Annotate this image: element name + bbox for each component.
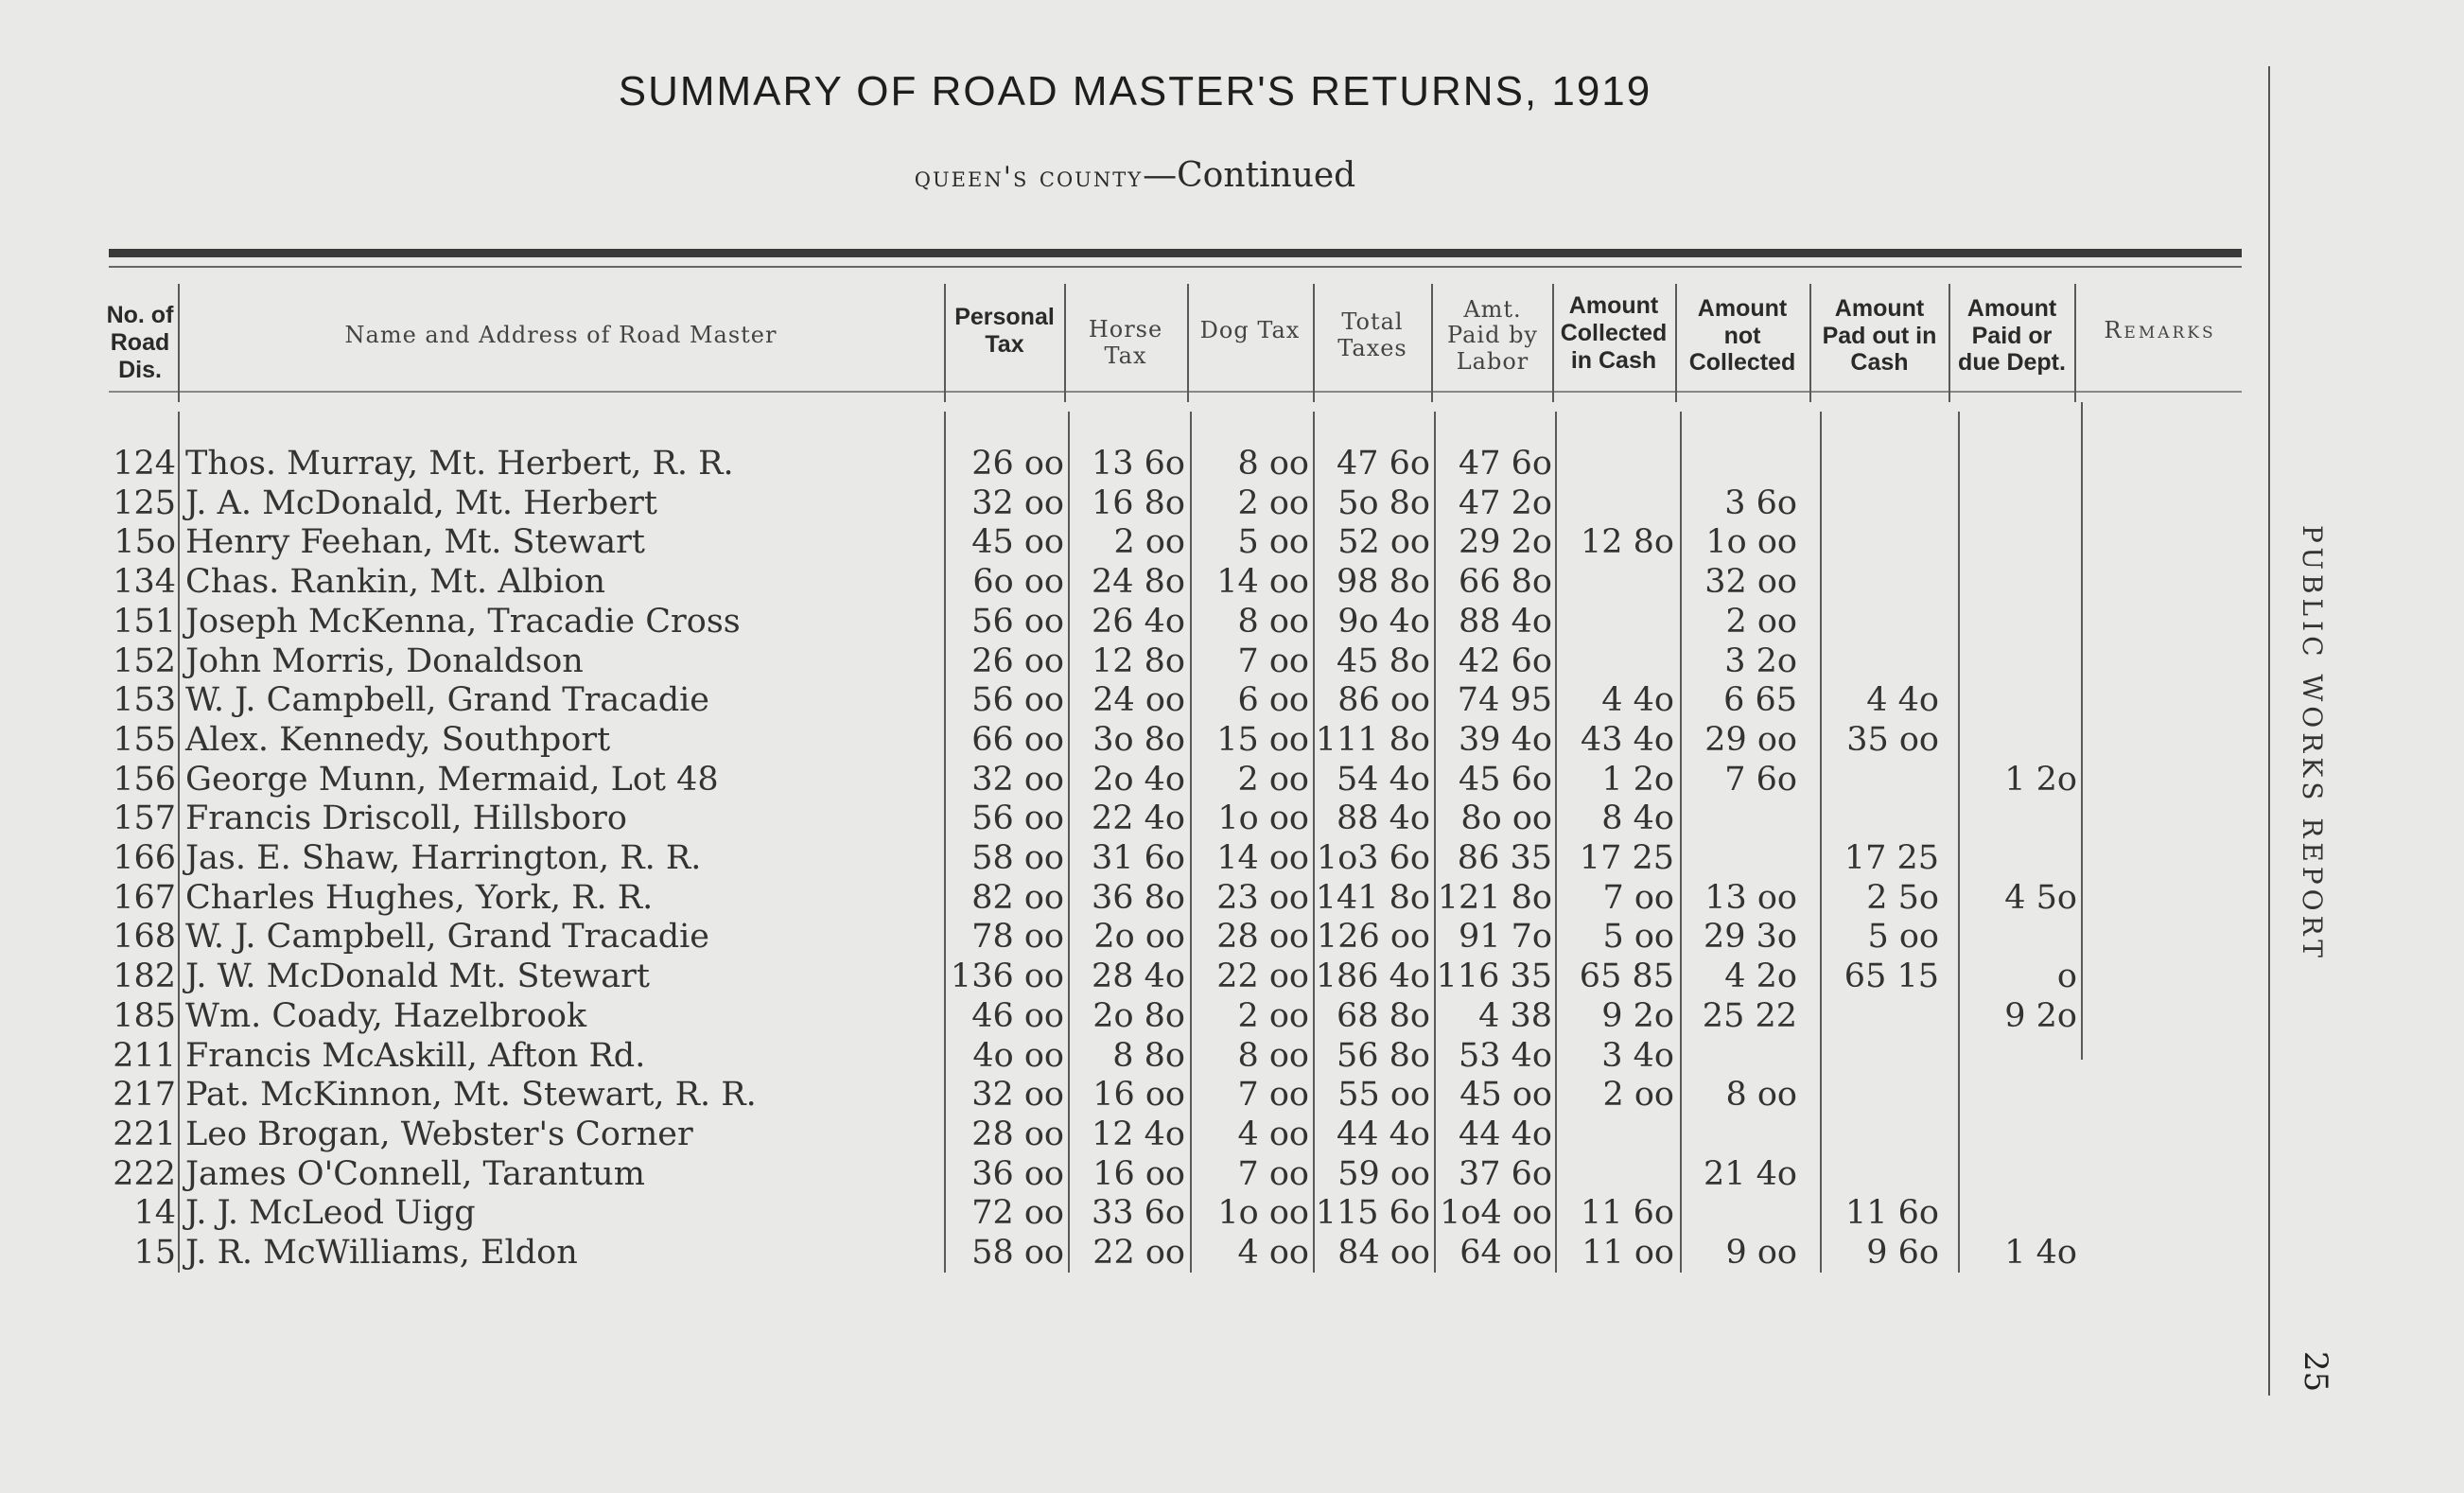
- not-collected-cell: 9 oo: [1725, 1234, 1797, 1272]
- header-paid-by-labor: Amt. Paid by Labor: [1447, 295, 1538, 375]
- horse-tax-cell: 2o 4o: [1092, 760, 1185, 799]
- table-row: [0, 997, 2464, 1036]
- table-row: [0, 918, 2464, 957]
- road-dis-cell: 217: [113, 1076, 176, 1115]
- total-taxes-cell: 1o3 6o: [1316, 839, 1430, 877]
- road-master-cell: Thos. Murray, Mt. Herbert, R. R.: [185, 445, 734, 483]
- table-row: [0, 799, 2464, 838]
- col-divider: [1313, 284, 1315, 402]
- personal-tax-cell: 32 oo: [971, 483, 1064, 522]
- paid-out-cash-cell: 17 25: [1844, 839, 1939, 877]
- paid-by-labor-cell: 66 8o: [1458, 563, 1552, 602]
- paid-by-labor-cell: 121 8o: [1437, 878, 1552, 917]
- road-dis-cell: 157: [113, 799, 176, 838]
- road-master-cell: J. R. McWilliams, Eldon: [185, 1234, 578, 1272]
- road-dis-cell: 151: [113, 602, 176, 641]
- road-master-cell: Francis McAskill, Afton Rd.: [185, 1036, 646, 1075]
- header-dog-tax: Dog Tax: [1199, 317, 1301, 344]
- personal-tax-cell: 56 oo: [971, 799, 1064, 838]
- road-dis-cell: 15o: [114, 523, 176, 562]
- personal-tax-cell: 6o oo: [972, 563, 1064, 602]
- paid-out-cash-cell: 5 oo: [1867, 918, 1939, 957]
- page-subtitle: [284, 156, 1986, 195]
- dog-tax-cell: 15 oo: [1216, 720, 1309, 759]
- not-collected-cell: 2 oo: [1725, 602, 1797, 641]
- not-collected-cell: 21 4o: [1703, 1154, 1797, 1193]
- paid-by-labor-cell: 88 4o: [1458, 602, 1552, 641]
- road-dis-cell: 156: [113, 760, 176, 799]
- total-taxes-cell: 68 8o: [1336, 996, 1430, 1035]
- road-master-cell: James O'Connell, Tarantum: [185, 1154, 645, 1193]
- paid-out-cash-cell: 11 6o: [1844, 1194, 1939, 1233]
- paid-due-dept-cell: 9 2o: [2004, 996, 2077, 1035]
- dog-tax-cell: 14 oo: [1216, 563, 1309, 602]
- road-master-cell: Joseph McKenna, Tracadie Cross: [185, 602, 741, 641]
- road-master-cell: George Munn, Mermaid, Lot 48: [185, 760, 719, 799]
- total-taxes-cell: 111 8o: [1315, 720, 1430, 759]
- table-row: [0, 761, 2464, 799]
- total-taxes-cell: 115 6o: [1315, 1194, 1430, 1233]
- paid-by-labor-cell: 47 2o: [1458, 483, 1552, 522]
- horse-tax-cell: 8 8o: [1112, 1036, 1185, 1075]
- paid-by-labor-cell: 8o oo: [1460, 799, 1552, 838]
- paid-by-labor-cell: 44 4o: [1458, 1115, 1552, 1153]
- personal-tax-cell: 72 oo: [971, 1194, 1064, 1233]
- personal-tax-cell: 32 oo: [971, 760, 1064, 799]
- dog-tax-cell: 2 oo: [1237, 996, 1309, 1035]
- collected-cash-cell: 8 4o: [1601, 799, 1674, 838]
- road-master-cell: Chas. Rankin, Mt. Albion: [185, 563, 605, 602]
- personal-tax-cell: 26 oo: [971, 445, 1064, 483]
- dog-tax-cell: 28 oo: [1216, 918, 1309, 957]
- dog-tax-cell: 23 oo: [1216, 878, 1309, 917]
- header-horse-tax: Horse Tax: [1088, 315, 1163, 369]
- dog-tax-cell: 2 oo: [1237, 760, 1309, 799]
- total-taxes-cell: 44 4o: [1336, 1115, 1430, 1153]
- road-dis-cell: 155: [113, 720, 176, 759]
- collected-cash-cell: 43 4o: [1580, 720, 1674, 759]
- collected-cash-cell: 65 85: [1579, 957, 1674, 996]
- paid-by-labor-cell: 42 6o: [1458, 641, 1552, 680]
- personal-tax-cell: 28 oo: [971, 1115, 1064, 1153]
- dog-tax-cell: 7 oo: [1237, 641, 1309, 680]
- horse-tax-cell: 33 6o: [1091, 1194, 1185, 1233]
- road-master-cell: Wm. Coady, Hazelbrook: [185, 996, 587, 1035]
- col-divider: [1064, 284, 1066, 402]
- road-master-cell: Francis Driscoll, Hillsboro: [185, 799, 627, 838]
- collected-cash-cell: 11 6o: [1580, 1194, 1674, 1233]
- total-taxes-cell: 5o 8o: [1337, 483, 1430, 522]
- collected-cash-cell: 1 2o: [1601, 760, 1674, 799]
- not-collected-cell: 25 22: [1702, 996, 1797, 1035]
- road-dis-cell: 168: [113, 918, 176, 957]
- horse-tax-cell: 13 6o: [1091, 445, 1185, 483]
- total-taxes-cell: 98 8o: [1336, 563, 1430, 602]
- horse-tax-cell: 26 4o: [1091, 602, 1185, 641]
- header-personal-tax: Personal Tax: [954, 304, 1055, 358]
- table-row: [0, 1076, 2464, 1115]
- header-not-collected: Amount not Collected: [1688, 294, 1796, 377]
- header-name: Name and Address of Road Master: [344, 322, 778, 349]
- horse-tax-cell: 16 oo: [1092, 1154, 1185, 1193]
- table-row: [0, 957, 2464, 996]
- road-dis-cell: 134: [113, 563, 176, 602]
- paid-due-dept-cell: 1 2o: [2004, 760, 2077, 799]
- table-row: [0, 721, 2464, 760]
- dog-tax-cell: 4 oo: [1237, 1115, 1309, 1153]
- paid-by-labor-cell: 37 6o: [1458, 1154, 1552, 1193]
- collected-cash-cell: 7 oo: [1602, 878, 1674, 917]
- horse-tax-cell: 16 8o: [1091, 483, 1185, 522]
- not-collected-cell: 1o oo: [1705, 523, 1797, 562]
- road-master-cell: Alex. Kennedy, Southport: [185, 720, 611, 759]
- header-remarks: Remarks: [2104, 317, 2216, 344]
- paid-out-cash-cell: 2 5o: [1866, 878, 1939, 917]
- paid-out-cash-cell: 9 6o: [1866, 1234, 1939, 1272]
- horse-tax-cell: 2o 8o: [1092, 996, 1185, 1035]
- horse-tax-cell: 24 8o: [1091, 563, 1185, 602]
- road-dis-cell: 222: [113, 1154, 176, 1193]
- total-taxes-cell: 126 oo: [1316, 918, 1430, 957]
- road-master-cell: Pat. McKinnon, Mt. Stewart, R. R.: [185, 1076, 757, 1115]
- road-dis-cell: 182: [113, 957, 176, 996]
- paid-by-labor-cell: 4 38: [1478, 996, 1552, 1035]
- paid-by-labor-cell: 45 oo: [1459, 1076, 1552, 1115]
- collected-cash-cell: 11 oo: [1582, 1234, 1674, 1272]
- paid-by-labor-cell: 29 2o: [1458, 523, 1552, 562]
- not-collected-cell: 8 oo: [1725, 1076, 1797, 1115]
- collected-cash-cell: 3 4o: [1601, 1036, 1674, 1075]
- dog-tax-cell: 4 oo: [1237, 1234, 1309, 1272]
- paid-by-labor-cell: 1o4 oo: [1440, 1194, 1552, 1233]
- horse-tax-cell: 2o oo: [1093, 918, 1185, 957]
- col-divider: [1948, 284, 1950, 402]
- continued-label: —Continued: [1143, 156, 1356, 195]
- paid-out-cash-cell: 4 4o: [1866, 681, 1939, 720]
- table-row: [0, 1194, 2464, 1233]
- horse-tax-cell: 3o 8o: [1092, 720, 1185, 759]
- not-collected-cell: 6 65: [1723, 681, 1797, 720]
- road-dis-cell: 125: [113, 483, 176, 522]
- table-row: [0, 839, 2464, 878]
- personal-tax-cell: 4o oo: [972, 1036, 1064, 1075]
- collected-cash-cell: 5 oo: [1602, 918, 1674, 957]
- not-collected-cell: 13 oo: [1704, 878, 1797, 917]
- road-master-cell: Leo Brogan, Webster's Corner: [185, 1115, 693, 1153]
- table-row: [0, 1037, 2464, 1076]
- road-dis-cell: 152: [113, 641, 176, 680]
- table-row: [0, 1234, 2464, 1273]
- paid-out-cash-cell: 65 15: [1844, 957, 1939, 996]
- paid-by-labor-cell: 64 oo: [1459, 1234, 1552, 1272]
- total-taxes-cell: 9o 4o: [1337, 602, 1430, 641]
- not-collected-cell: 4 2o: [1724, 957, 1797, 996]
- road-dis-cell: 15: [133, 1234, 176, 1272]
- paid-by-labor-cell: 86 35: [1457, 839, 1552, 877]
- road-dis-cell: 166: [113, 839, 176, 877]
- road-dis-cell: 221: [113, 1115, 176, 1153]
- total-taxes-cell: 55 oo: [1337, 1076, 1430, 1115]
- paid-out-cash-cell: 35 oo: [1846, 720, 1939, 759]
- personal-tax-cell: 56 oo: [971, 602, 1064, 641]
- total-taxes-cell: 84 oo: [1337, 1234, 1430, 1272]
- road-dis-cell: 153: [113, 681, 176, 720]
- paid-by-labor-cell: 91 7o: [1458, 918, 1552, 957]
- dog-tax-cell: 22 oo: [1216, 957, 1309, 996]
- paid-by-labor-cell: 53 4o: [1458, 1036, 1552, 1075]
- road-dis-cell: 185: [113, 996, 176, 1035]
- road-dis-cell: 14: [133, 1194, 176, 1233]
- road-master-cell: W. J. Campbell, Grand Tracadie: [185, 681, 710, 720]
- road-dis-cell: 167: [113, 878, 176, 917]
- total-taxes-cell: 186 4o: [1315, 957, 1430, 996]
- dog-tax-cell: 6 oo: [1237, 681, 1309, 720]
- horse-tax-cell: 22 4o: [1091, 799, 1185, 838]
- county-label: queen's county: [914, 161, 1144, 194]
- dog-tax-cell: 8 oo: [1237, 445, 1309, 483]
- collected-cash-cell: 17 25: [1579, 839, 1674, 877]
- collected-cash-cell: 12 8o: [1580, 523, 1674, 562]
- table-row: [0, 484, 2464, 523]
- road-master-cell: W. J. Campbell, Grand Tracadie: [185, 918, 710, 957]
- paid-by-labor-cell: 45 6o: [1458, 760, 1552, 799]
- total-taxes-cell: 86 oo: [1337, 681, 1430, 720]
- dog-tax-cell: 2 oo: [1237, 483, 1309, 522]
- not-collected-cell: 3 6o: [1724, 483, 1797, 522]
- table-row: [0, 1115, 2464, 1154]
- col-divider: [2074, 284, 2076, 402]
- horse-tax-cell: 24 oo: [1092, 681, 1185, 720]
- collected-cash-cell: 2 oo: [1602, 1076, 1674, 1115]
- road-master-cell: Henry Feehan, Mt. Stewart: [185, 523, 645, 562]
- table-row: [0, 563, 2464, 602]
- top-double-rule: [109, 249, 2242, 257]
- personal-tax-cell: 58 oo: [971, 1234, 1064, 1272]
- not-collected-cell: 32 oo: [1704, 563, 1797, 602]
- total-taxes-cell: 52 oo: [1337, 523, 1430, 562]
- header-total-taxes: Total Taxes: [1337, 308, 1407, 361]
- col-divider: [1675, 284, 1677, 402]
- side-rule: [2268, 66, 2270, 1396]
- paid-due-dept-cell: 1 4o: [2004, 1234, 2077, 1272]
- dog-tax-cell: 1o oo: [1217, 799, 1309, 838]
- horse-tax-cell: 16 oo: [1092, 1076, 1185, 1115]
- personal-tax-cell: 46 oo: [971, 996, 1064, 1035]
- col-divider: [1809, 284, 1811, 402]
- paid-due-dept-cell: 4 5o: [2004, 878, 2077, 917]
- horse-tax-cell: 28 4o: [1091, 957, 1185, 996]
- horse-tax-cell: 12 4o: [1091, 1115, 1185, 1153]
- table-row: [0, 681, 2464, 720]
- dog-tax-cell: 5 oo: [1237, 523, 1309, 562]
- dog-tax-cell: 8 oo: [1237, 602, 1309, 641]
- horse-tax-cell: 22 oo: [1092, 1234, 1185, 1272]
- not-collected-cell: 7 6o: [1724, 760, 1797, 799]
- dog-tax-cell: 8 oo: [1237, 1036, 1309, 1075]
- personal-tax-cell: 78 oo: [971, 918, 1064, 957]
- col-divider: [1431, 284, 1433, 402]
- personal-tax-cell: 32 oo: [971, 1076, 1064, 1115]
- paid-by-labor-cell: 47 6o: [1458, 445, 1552, 483]
- total-taxes-cell: 54 4o: [1336, 760, 1430, 799]
- personal-tax-cell: 136 oo: [950, 957, 1064, 996]
- not-collected-cell: 29 oo: [1704, 720, 1797, 759]
- dog-tax-cell: 14 oo: [1216, 839, 1309, 877]
- personal-tax-cell: 56 oo: [971, 681, 1064, 720]
- col-divider: [178, 284, 180, 402]
- total-taxes-cell: 45 8o: [1336, 641, 1430, 680]
- not-collected-cell: 3 2o: [1724, 641, 1797, 680]
- paid-by-labor-cell: 74 95: [1457, 681, 1552, 720]
- not-collected-cell: 29 3o: [1703, 918, 1797, 957]
- road-master-cell: J. W. McDonald Mt. Stewart: [185, 957, 650, 996]
- road-dis-cell: 211: [113, 1036, 176, 1075]
- running-header: PUBLIC WORKS REPORT: [2297, 525, 2328, 962]
- col-divider: [1187, 284, 1189, 402]
- road-master-cell: J. A. McDonald, Mt. Herbert: [185, 483, 657, 522]
- road-master-cell: John Morris, Donaldson: [185, 641, 584, 680]
- horse-tax-cell: 31 6o: [1091, 839, 1185, 877]
- collected-cash-cell: 4 4o: [1601, 681, 1674, 720]
- personal-tax-cell: 66 oo: [971, 720, 1064, 759]
- col-divider: [944, 284, 946, 402]
- total-taxes-cell: 47 6o: [1336, 445, 1430, 483]
- table-row: [0, 1155, 2464, 1194]
- table-row: [0, 879, 2464, 918]
- personal-tax-cell: 45 oo: [971, 523, 1064, 562]
- total-taxes-cell: 56 8o: [1336, 1036, 1430, 1075]
- horse-tax-cell: 36 8o: [1091, 878, 1185, 917]
- total-taxes-cell: 59 oo: [1337, 1154, 1430, 1193]
- dog-tax-cell: 7 oo: [1237, 1154, 1309, 1193]
- horse-tax-cell: 12 8o: [1091, 641, 1185, 680]
- collected-cash-cell: 9 2o: [1601, 996, 1674, 1035]
- top-thin-rule: [109, 266, 2242, 268]
- header-collected-cash: Amount Collected in Cash: [1560, 292, 1668, 374]
- horse-tax-cell: 2 oo: [1113, 523, 1185, 562]
- paid-by-labor-cell: 116 35: [1436, 957, 1552, 996]
- table-row: [0, 445, 2464, 483]
- total-taxes-cell: 141 8o: [1315, 878, 1430, 917]
- paid-due-dept-cell: o: [2056, 957, 2077, 996]
- table-row: [0, 642, 2464, 681]
- personal-tax-cell: 58 oo: [971, 839, 1064, 877]
- road-dis-cell: 124: [113, 445, 176, 483]
- table-row: [0, 523, 2464, 562]
- table-row: [0, 603, 2464, 641]
- road-master-cell: J. J. McLeod Uigg: [185, 1194, 476, 1233]
- page-title: SUMMARY OF ROAD MASTER'S RETURNS, 1919: [618, 68, 1652, 114]
- page-number: 25: [2297, 1351, 2334, 1393]
- road-master-cell: Charles Hughes, York, R. R.: [185, 878, 654, 917]
- road-master-cell: Jas. E. Shaw, Harrington, R. R.: [185, 839, 702, 877]
- header-paid-due-dept: Amount Paid or due Dept.: [1958, 294, 2066, 377]
- col-divider: [1552, 284, 1554, 402]
- personal-tax-cell: 26 oo: [971, 641, 1064, 680]
- dog-tax-cell: 1o oo: [1217, 1194, 1309, 1233]
- personal-tax-cell: 36 oo: [971, 1154, 1064, 1193]
- personal-tax-cell: 82 oo: [971, 878, 1064, 917]
- header-road-dis: No. of Road Dis.: [106, 302, 174, 383]
- header-paid-out-cash: Amount Pad out in Cash: [1822, 294, 1937, 377]
- paid-by-labor-cell: 39 4o: [1458, 720, 1552, 759]
- total-taxes-cell: 88 4o: [1336, 799, 1430, 838]
- dog-tax-cell: 7 oo: [1237, 1076, 1309, 1115]
